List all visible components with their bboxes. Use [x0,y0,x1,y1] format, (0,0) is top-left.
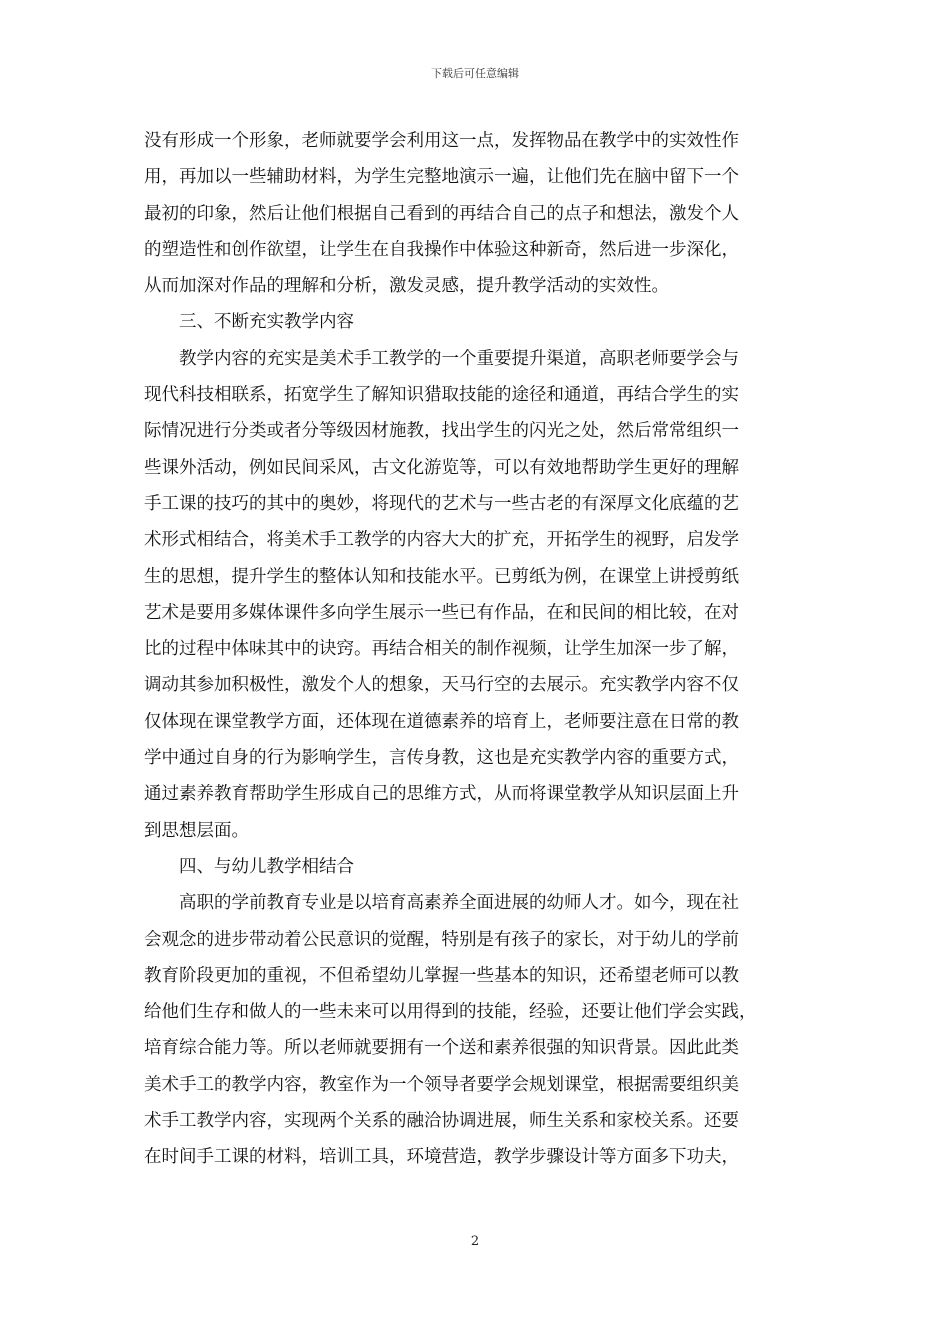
page-number: 2 [470,1234,480,1249]
text-line: 最初的印象，然后让他们根据自己看到的再结合自己的点子和想法，激发个人 [144,203,739,224]
text-line: 现代科技相联系，拓宽学生了解知识猎取技能的途径和通道，再结合学生的实 [144,385,739,406]
text-line: 学中通过自身的行为影响学生，言传身教，这也是充实教学内容的重要方式， [144,748,739,769]
text-line: 仅体现在课堂教学方面，还体现在道德素养的培育上，老师要注意在日常的教 [144,711,739,732]
text-line: 到思想层面。 [144,820,249,841]
text-line: 艺术是要用多媒体课件多向学生展示一些已有作品，在和民间的相比较，在对 [144,602,739,623]
text-line: 会观念的进步带动着公民意识的觉醒，特别是有孩子的家长，对于幼儿的学前 [144,929,739,950]
text-line: 通过素养教育帮助学生形成自己的思维方式，从而将课堂教学从知识层面上升 [144,784,739,805]
text-line: 培育综合能力等。所以老师就要拥有一个送和素养很强的知识背景。因此此类 [144,1038,739,1059]
text-line: 些课外活动，例如民间采风，古文化游览等，可以有效地帮助学生更好的理解 [144,457,739,478]
text-line: 术形式相结合，将美术手工教学的内容大大的扩充，开拓学生的视野，启发学 [144,530,739,551]
text-line: 教学内容的充实是美术手工教学的一个重要提升渠道，高职老师要学会与 [179,348,739,369]
text-line: 教育阶段更加的重视，不但希望幼儿掌握一些基本的知识，还希望老师可以教 [144,965,739,986]
text-line: 调动其参加积极性，激发个人的想象，天马行空的去展示。充实教学内容不仅 [144,675,739,696]
text-line: 在时间手工课的材料，培训工具，环境营造，教学步骤设计等方面多下功夫， [144,1147,739,1168]
text-line: 的塑造性和创作欲望，让学生在自我操作中体验这种新奇，然后进一步深化， [144,239,739,260]
text-line: 比的过程中体味其中的诀窍。再结合相关的制作视频，让学生加深一步了解， [144,639,739,660]
text-line: 用，再加以一些辅助材料，为学生完整地演示一遍，让他们先在脑中留下一个 [144,167,739,188]
body-text [144,123,808,1176]
text-line: 从而加深对作品的理解和分析，激发灵感，提升教学活动的实效性。 [144,276,669,297]
section-heading-4: 四、与幼儿教学相结合 [179,856,354,877]
page-header: 下载后可任意编辑 [431,67,519,80]
section-heading-3: 三、不断充实教学内容 [179,312,354,333]
text-line: 手工课的技巧的其中的奥妙，将现代的艺术与一些古老的有深厚文化底蕴的艺 [144,493,739,514]
text-line: 术手工教学内容，实现两个关系的融洽协调进展，师生关系和家校关系。还要 [144,1111,739,1132]
text-line: 际情况进行分类或者分等级因材施教，找出学生的闪光之处，然后常常组织一 [144,421,739,442]
text-line: 美术手工的教学内容，教室作为一个领导者要学会规划课堂，根据需要组织美 [144,1074,739,1095]
text-line: 生的思想，提升学生的整体认知和技能水平。已剪纸为例，在课堂上讲授剪纸 [144,566,739,587]
text-line: 没有形成一个形象，老师就要学会利用这一点，发挥物品在教学中的实效性作 [144,131,739,151]
text-line: 高职的学前教育专业是以培育高素养全面进展的幼师人才。如今，现在社 [179,893,739,914]
text-line: 给他们生存和做人的一些未来可以用得到的技能，经验，还要让他们学会实践， [144,1002,757,1023]
